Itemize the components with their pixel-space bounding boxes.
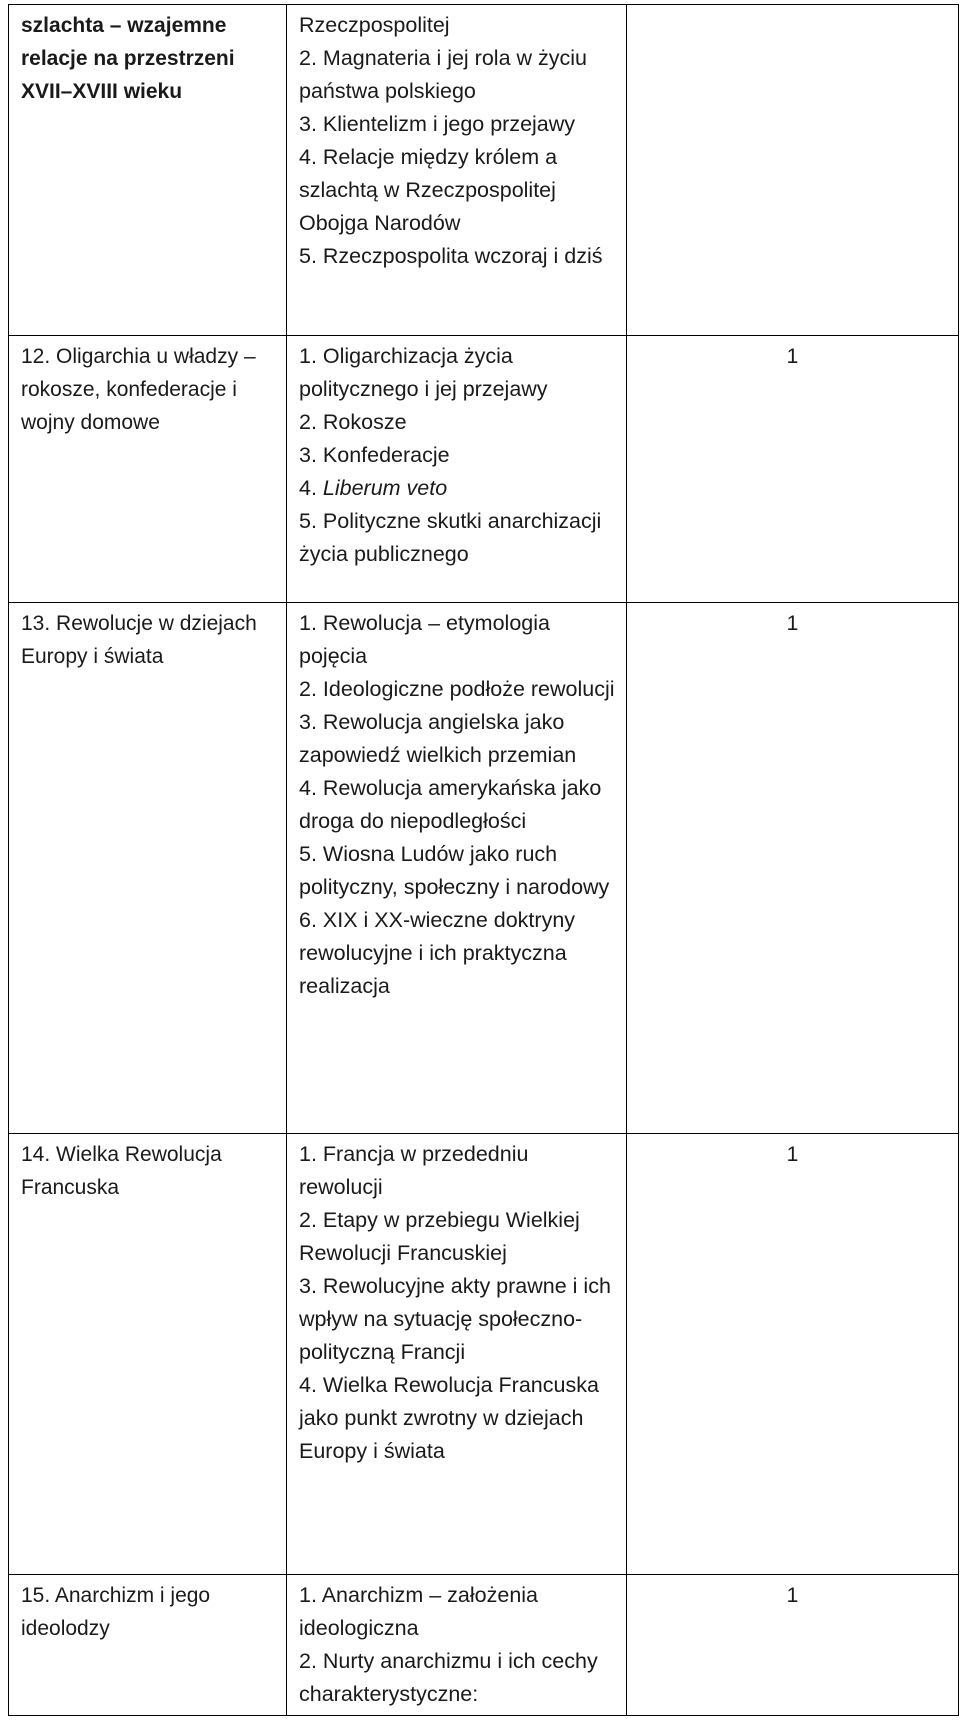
- content-item: 6. XIX i XX-wieczne doktryny rewolucyjne i ich praktyczna realizacja: [299, 908, 576, 998]
- topic-text: 14. Wielka Rewolucja Francuska: [21, 1143, 222, 1199]
- content-item: 5. Wiosna Ludów jako ruch polityczny, społeczny i narodowy: [299, 842, 610, 899]
- content-item: 4. Wielka Rewolucja Francuska jako punkt zwrotny w dziejach Europy i świata: [299, 1373, 599, 1463]
- topic-text: szlachta – wzajemne relacje na przestrzeni XVII–XVIII wieku: [21, 14, 235, 103]
- table-row: [9, 5, 959, 336]
- hours-cell: [627, 1575, 959, 1716]
- content-cell: [287, 5, 627, 336]
- content-item: 5. Polityczne skutki anarchizacji życia publicznego: [299, 509, 602, 566]
- table-row: [9, 603, 959, 1134]
- topic-cell: [9, 1575, 287, 1716]
- topic-cell: [9, 603, 287, 1134]
- content-item: 1. Anarchizm – założenia ideologiczna: [299, 1583, 539, 1640]
- hours-value: 1: [786, 1584, 799, 1607]
- content-item: 2. Ideologiczne podłoże rewolucji: [299, 677, 615, 701]
- content-item: 2. Magnateria i jej rola w życiu państwa polskiego: [299, 46, 587, 103]
- italic-term: Liberum veto: [322, 476, 448, 500]
- content-list: [287, 5, 626, 273]
- content-item: 2. Rokosze: [299, 410, 407, 434]
- content-list: [287, 1134, 626, 1468]
- content-item: 2. Etapy w przebiegu Wielkiej Rewolucji Francuskiej: [299, 1208, 580, 1265]
- content-item: 3. Rewolucja angielska jako zapowiedź wielkich przemian: [299, 710, 577, 767]
- content-list: [287, 336, 626, 571]
- topic-text: 13. Rewolucje w dziejach Europy i świata: [21, 612, 257, 668]
- content-item: 4. Rewolucja amerykańska jako droga do niepodległości: [299, 776, 602, 833]
- curriculum-table: [8, 4, 959, 1716]
- content-item: 1. Oligarchizacja życia politycznego i jej przejawy: [299, 344, 548, 401]
- content-item: 4. Relacje między królem a szlachtą w Rzeczpospolitej Obojga Narodów: [299, 145, 558, 235]
- hours-cell: [627, 336, 959, 603]
- table-row: [9, 1134, 959, 1575]
- content-item: 3. Konfederacje: [299, 443, 450, 467]
- content-cell: [287, 1575, 627, 1716]
- content-item: 1. Rewolucja – etymologia pojęcia: [299, 611, 550, 668]
- hours-value: [627, 5, 958, 9]
- hours-cell: [627, 5, 959, 336]
- content-item: 3. Klientelizm i jego przejawy: [299, 112, 576, 136]
- table-row: [9, 336, 959, 603]
- content-list: [287, 603, 626, 1003]
- content-cell: [287, 336, 627, 603]
- topic-cell: [9, 1134, 287, 1575]
- content-item: 2. Nurty anarchizmu i ich cechy charakterystyczne:: [299, 1649, 598, 1706]
- hours-value: 1: [786, 1143, 799, 1166]
- content-cell: [287, 603, 627, 1134]
- hours-value: 1: [786, 345, 799, 368]
- hours-cell: [627, 1134, 959, 1575]
- content-item: Rzeczpospolitej: [299, 13, 450, 37]
- topic-text: 12. Oligarchia u władzy – rokosze, konfederacje i wojny domowe: [21, 345, 256, 434]
- table-row: [9, 1575, 959, 1716]
- topic-cell: [9, 336, 287, 603]
- content-item: 3. Rewolucyjne akty prawne i ich wpływ na sytuację społeczno-polityczną Francji: [299, 1274, 611, 1364]
- hours-value: 1: [786, 612, 799, 635]
- topic-cell: [9, 5, 287, 336]
- hours-cell: [627, 603, 959, 1134]
- content-item: 5. Rzeczpospolita wczoraj i dziś: [299, 244, 603, 268]
- content-cell: [287, 1134, 627, 1575]
- content-list: [287, 1575, 626, 1711]
- content-item: 4. Liberum veto: [299, 476, 448, 500]
- content-item: 1. Francja w przededniu rewolucji: [299, 1142, 529, 1199]
- topic-text: 15. Anarchizm i jego ideolodzy: [21, 1584, 211, 1640]
